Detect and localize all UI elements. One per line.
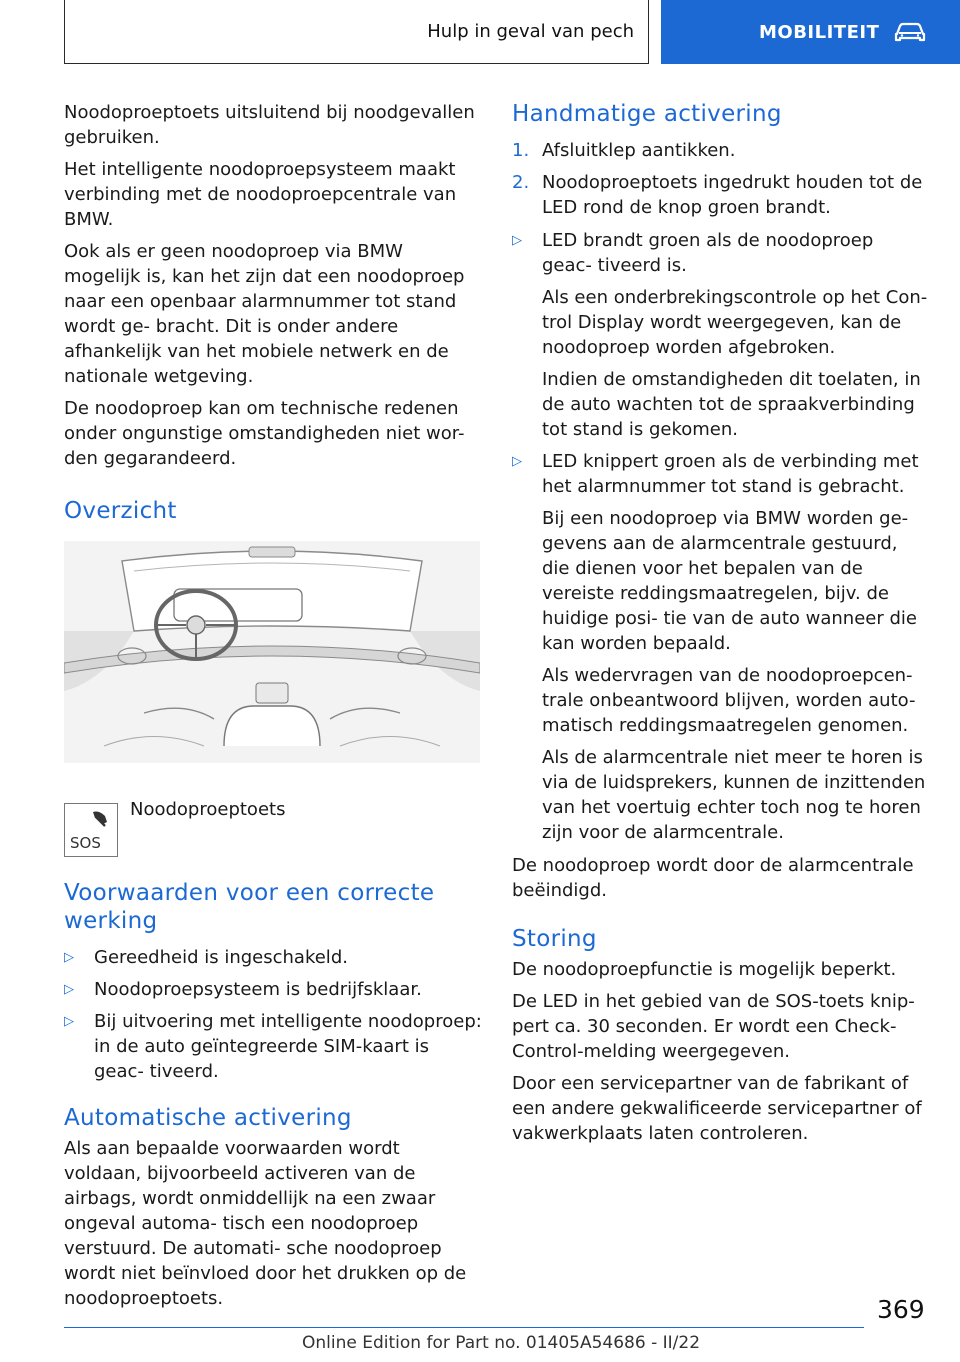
heading-manual-activation: Handmatige activering [512, 101, 782, 127]
sos-label: SOS [70, 834, 101, 852]
bullet-subtext: Bij een noodoproep via BMW worden ge- gevens aan de alarmcentrale gestuurd, die dienen voor het bepalen van de vereiste reddingsmaatregelen, bijv. de huidige posi- tie van de auto wanneer die kan worden bepaald. [542, 508, 917, 654]
list-item [512, 228, 928, 442]
dashboard-illustration [64, 541, 480, 763]
list-item [512, 138, 928, 163]
intro-paragraph-2: Het intelligente noodoproepsysteem maakt verbinding met de noodoproepcentrale van BMW. [64, 159, 457, 230]
step-text: Noodoproeptoets ingedrukt houden tot de LED rond de knop groen brandt. [542, 172, 923, 218]
fault-paragraph-2: De LED in het gebied van de SOS-toets knip- pert ca. 30 seconden. Er wordt een Check- Control-melding weergegeven. [512, 991, 915, 1062]
bullet-text: LED knippert groen als de verbinding met het alarmnummer tot stand is gebracht. [542, 451, 919, 497]
bullet-text: LED brandt groen als de noodoproep geac- tiveerd is. [542, 230, 874, 276]
intro-paragraph-4: De noodoproep kan om technische redenen onder ongunstige omstandigheden niet wor- den gegarandeerd. [64, 398, 465, 469]
list-item [512, 449, 928, 845]
heading-conditions: Voorwaarden voor een correcte werking [64, 880, 435, 934]
step-text: Afsluitklep aantikken. [542, 140, 736, 161]
header-section-title [64, 0, 649, 64]
list-item: ▷ Bij uitvoering met intelligente noodoproep: in de auto geïntegreerde SIM-kaart is geac- tiveerd. [64, 1009, 482, 1084]
list-item: ▷ Noodoproepsysteem is bedrijfsklaar. [64, 977, 482, 1002]
legend-label: Noodoproeptoets [130, 799, 286, 820]
footer-edition: Online Edition for Part no. 01405A54686 - II/22 [302, 1333, 701, 1353]
bullet-subtext: Als de alarmcentrale niet meer te horen is via de luidsprekers, kunnen de inzittenden van het voertuig echter toch nog te horen zijn voor de alarmcentrale. [542, 747, 926, 843]
heading-overview: Overzicht [64, 498, 177, 524]
footer-divider [64, 1327, 864, 1328]
heading-automatic-activation: Automatische activering [64, 1105, 352, 1131]
list-item [512, 170, 928, 220]
led-status-list [512, 228, 928, 845]
header-chapter-tab[interactable] [661, 0, 960, 64]
section-title: Hulp in geval van pech [427, 21, 634, 42]
bullet-subtext: Indien de omstandigheden dit toelaten, in de auto wachten tot de spraakverbinding tot stand is gekomen. [542, 369, 921, 440]
chapter-title: MOBILITEIT [759, 21, 880, 43]
fault-paragraph-3: Door een servicepartner van de fabrikant of een andere gekwalificeerde servicepartner of vakwerkplaats laten controleren. [512, 1073, 922, 1144]
right-column [512, 100, 928, 1153]
step-number: 1. [512, 140, 530, 161]
intro-paragraph-3: Ook als er geen noodoproep via BMW mogelijk is, kan het zijn dat een noodoproep naar een openbaar alarmnummer tot stand wordt ge- bracht. Dit is onder andere afhankelijk van het mobiele netwerk en de nationale wetgeving. [64, 241, 465, 387]
end-paragraph: De noodoproep wordt door de alarmcentrale beëindigd. [512, 855, 914, 901]
step-number: 2. [512, 172, 530, 193]
bullet-subtext: Als een onderbrekingscontrole op het Con- trol Display wordt weergegeven, kan de noodoproep worden afgebroken. [542, 287, 928, 358]
conditions-list [64, 945, 482, 1084]
legend-sos [64, 779, 482, 857]
heading-fault: Storing [512, 926, 597, 952]
fault-paragraph-1: De noodoproepfunctie is mogelijk beperkt. [512, 959, 897, 980]
bullet-subtext: Als wedervragen van de noodoproepcen- trale onbeantwoord blijven, worden auto- matisch reddingsmaatregelen genomen. [542, 665, 916, 736]
car-icon [893, 21, 927, 43]
sos-button-symbol [64, 803, 118, 857]
left-column [64, 100, 482, 1318]
intro-paragraph-1: Noodoproeptoets uitsluitend bij noodgevallen gebruiken. [64, 102, 475, 148]
page-number: 369 [877, 1295, 925, 1324]
automatic-paragraph: Als aan bepaalde voorwaarden wordt voldaan, bijvoorbeeld activeren van de airbags, wordt onmiddellijk na een zwaar ongeval automa- tisch een noodoproep verstuurd. De automati- sche noodoproep wordt niet beïnvloed door het drukken op de noodoproeptoets. [64, 1138, 467, 1309]
steps-list [512, 138, 928, 220]
list-item: ▷ Gereedheid is ingeschakeld. [64, 945, 482, 970]
